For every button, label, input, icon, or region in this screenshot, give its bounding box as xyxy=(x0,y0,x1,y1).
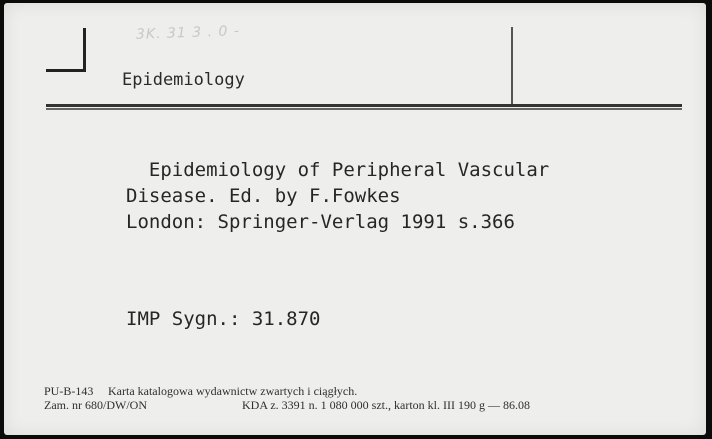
corner-bracket-vertical xyxy=(83,28,86,72)
footer-form-title: Karta katalogowa wydawnictw zwartych i ciągłych. xyxy=(108,384,358,398)
bibliographic-entry xyxy=(126,157,549,235)
header-vertical-rule xyxy=(511,27,513,105)
catalog-card xyxy=(4,3,706,435)
subject-heading: Epidemiology xyxy=(122,70,245,90)
footer-order-number: Zam. nr 680/DW/ON xyxy=(44,398,147,412)
corner-bracket-horizontal xyxy=(46,69,86,72)
printer-footer xyxy=(44,384,530,412)
entry-line-3: London: Springer-Verlag 1991 s.366 xyxy=(126,211,515,233)
footer-print-details: KDA z. 3391 n. 1 080 000 szt., karton kl. III 190 g — 86.08 xyxy=(242,398,530,412)
entry-line-2: Disease. Ed. by F.Fowkes xyxy=(126,185,401,207)
header-divider-thin xyxy=(46,108,682,110)
entry-line-1: Epidemiology of Peripheral Vascular xyxy=(126,159,550,181)
faint-pencil-note: 3K. 31 3 . 0 - xyxy=(135,23,241,43)
header-divider-thick xyxy=(46,104,682,107)
call-number: IMP Sygn.: 31.870 xyxy=(126,308,321,330)
footer-form-code: PU-B-143 xyxy=(44,384,94,398)
